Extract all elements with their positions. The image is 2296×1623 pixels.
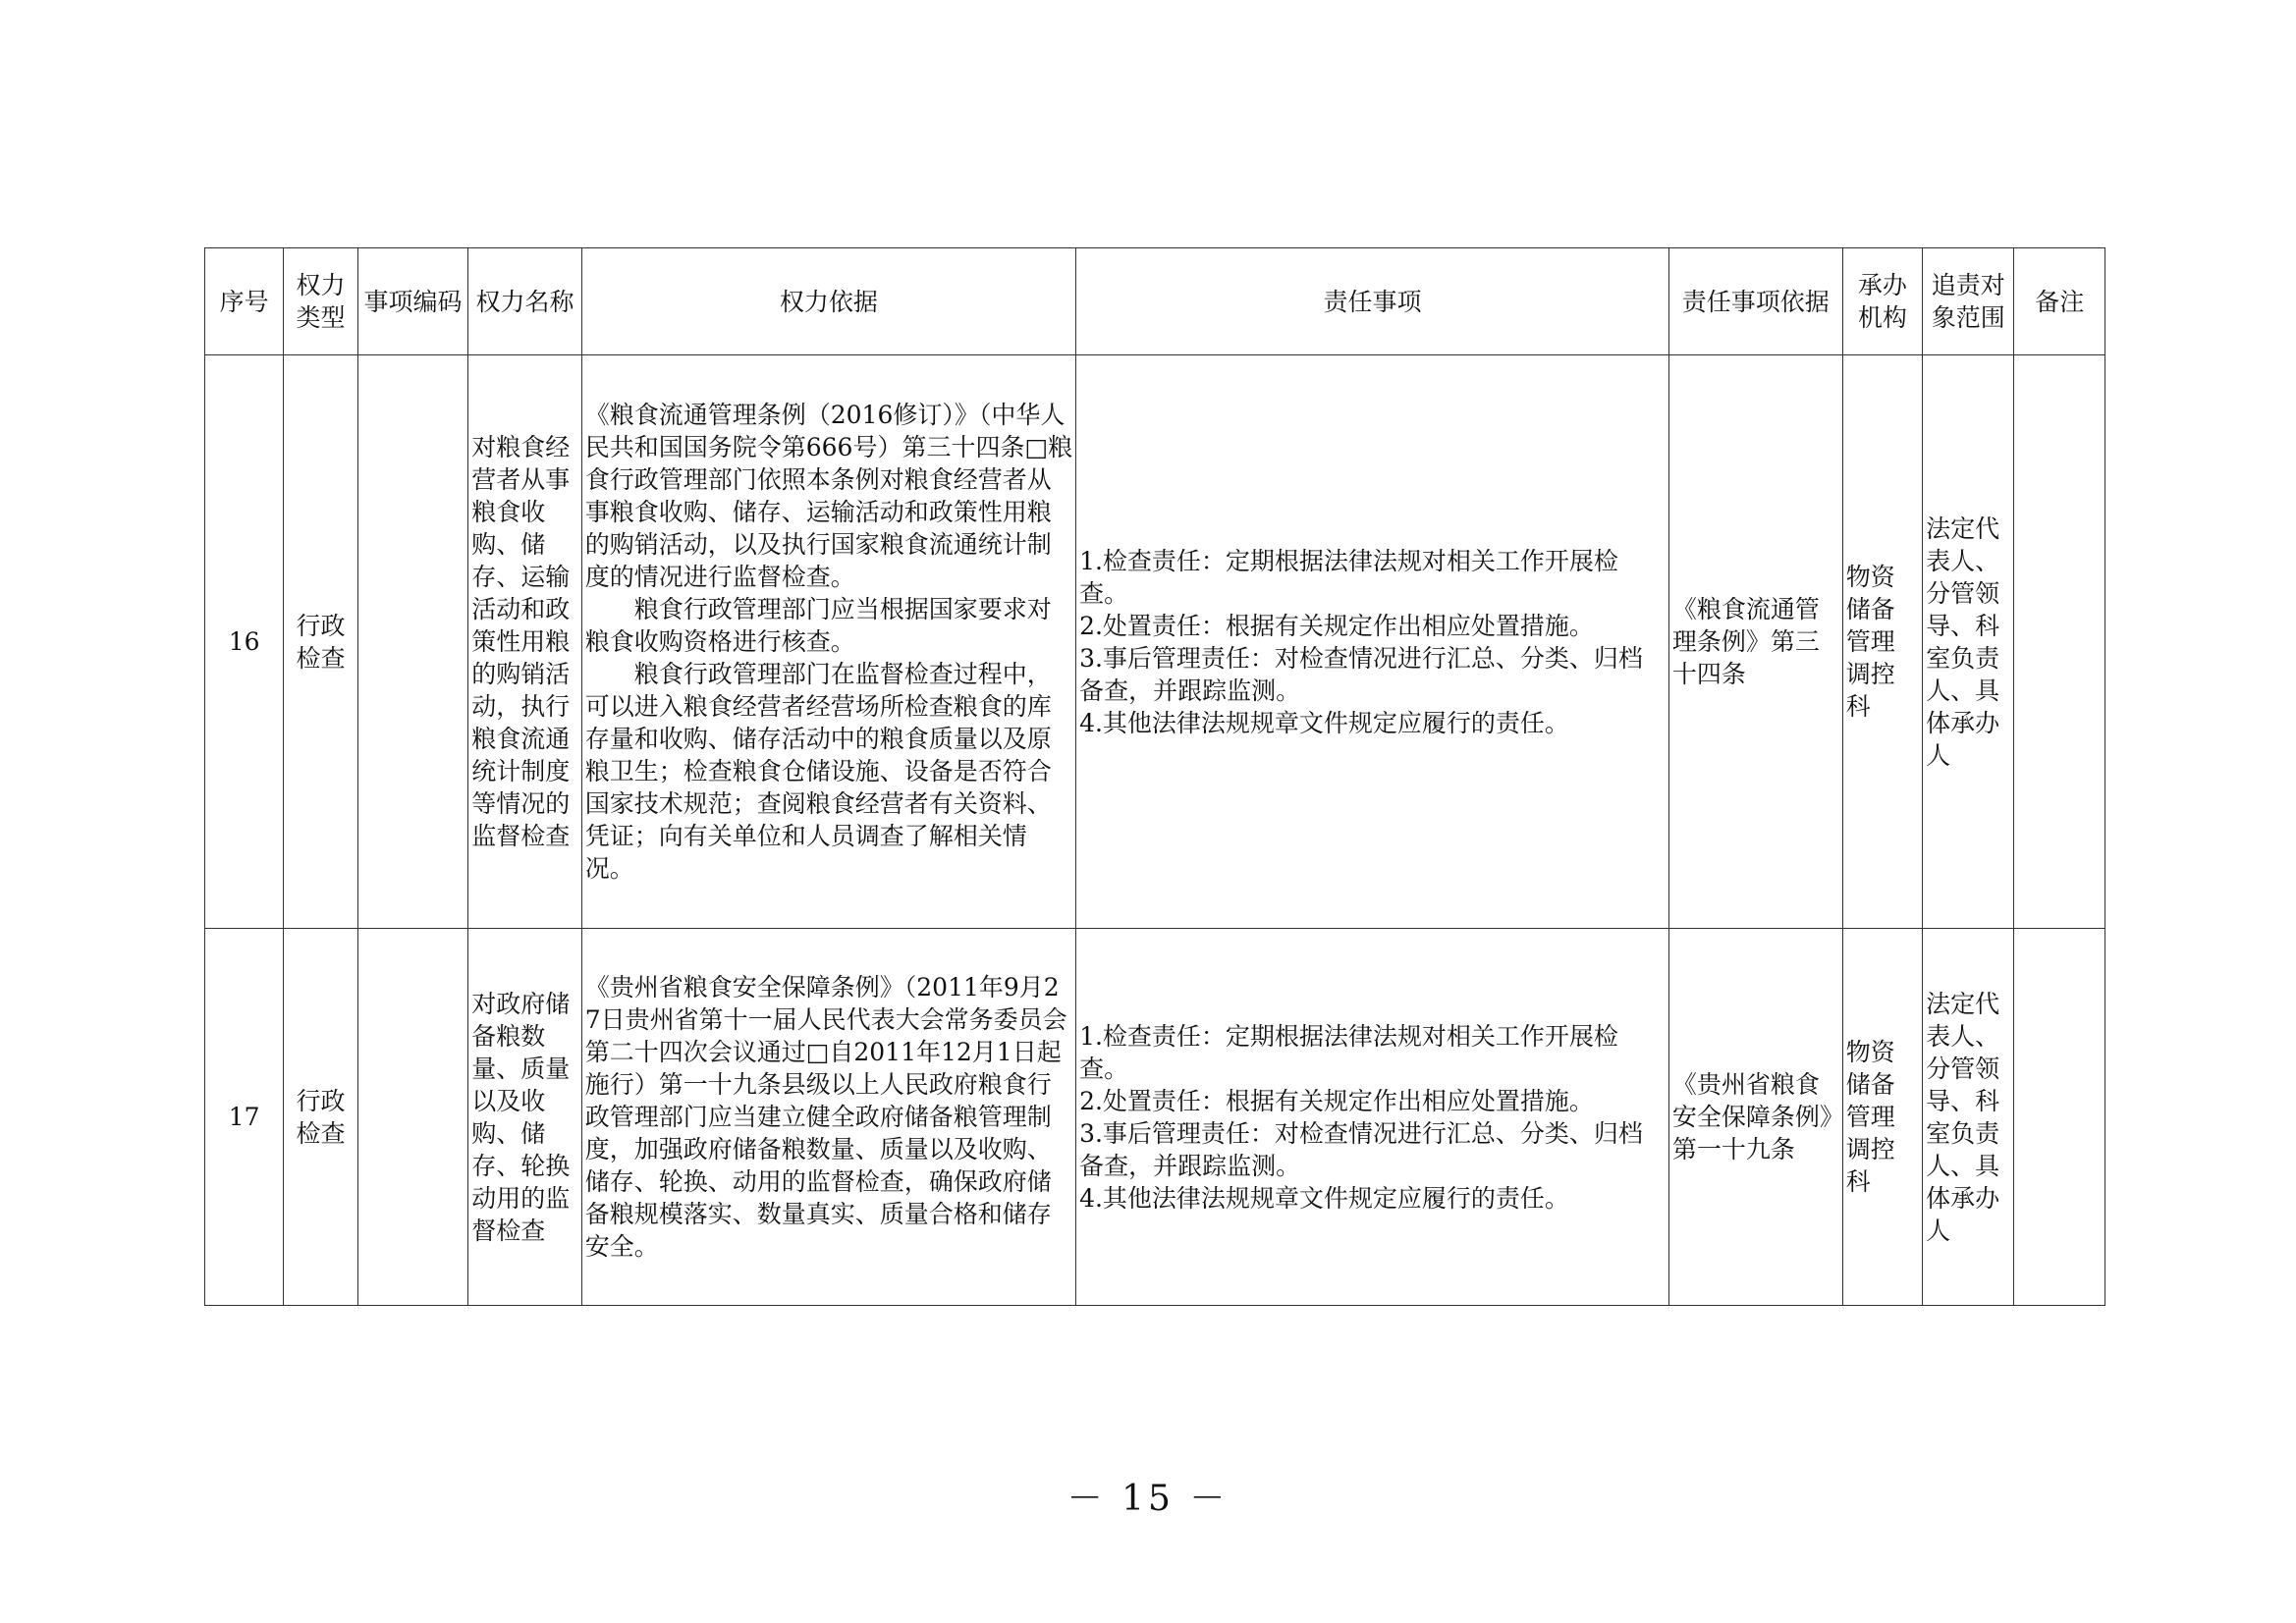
header-duty: 责任事项 (1076, 248, 1669, 355)
basis-paragraph: 《贵州省粮食安全保障条例》（2011年9月27日贵州省第十一届人民代表大会常务委员会第二十四次会议通过□自2011年12月1日起施行）第一十九条县级以上人民政府粮食行政管理部门应当建立健全政府储备粮管理制度，加强政府储备粮数量、质量以及收购、储存、轮换、动用的监督检查，确保政府储备粮规模落实、数量真实、质量合格和储存安全。 (584, 973, 1067, 1261)
cell-basis (581, 355, 1075, 929)
cell-scope: 法定代表人、分管领导、科室负责人、具体承办人 (1923, 355, 2014, 929)
duty-item: 3.事后管理责任：对检查情况进行汇总、分类、归档备查，并跟踪监测。 (1079, 643, 1643, 705)
duty-item: 2.处置责任：根据有关规定作出相应处置措施。 (1079, 611, 1594, 640)
duty-item: 1.检查责任：定期根据法律法规对相关工作开展检查。 (1079, 1021, 1618, 1083)
header-seq: 序号 (205, 248, 284, 355)
cell-type: 行政检查 (284, 355, 357, 929)
cell-org: 物资储备管理调控科 (1842, 355, 1922, 929)
duty-item: 3.事后管理责任：对检查情况进行汇总、分类、归档备查，并跟踪监测。 (1079, 1118, 1643, 1180)
basis-paragraph: 粮食行政管理部门在监督检查过程中，可以进入粮食经营者经营场所检查粮食的库存量和收购、储存活动中的粮食质量以及原粮卫生；检查粮食仓储设施、设备是否符合国家技术规范；查阅粮食经营者有关资料、凭证；向有关单位和人员调查了解相关情况。 (584, 660, 1052, 883)
duty-item: 1.检查责任：定期根据法律法规对相关工作开展检查。 (1079, 546, 1618, 608)
duty-item: 4.其他法律法规规章文件规定应履行的责任。 (1079, 1183, 1569, 1213)
duty-item: 4.其他法律法规规章文件规定应履行的责任。 (1079, 708, 1569, 737)
duty-item: 2.处置责任：根据有关规定作出相应处置措施。 (1079, 1086, 1594, 1115)
cell-code (357, 355, 468, 929)
header-row (205, 248, 2105, 355)
cell-remark (2014, 355, 2105, 929)
header-scope: 追责对象范围 (1923, 248, 2014, 355)
table-row (205, 929, 2105, 1306)
cell-remark (2014, 929, 2105, 1306)
cell-seq: 16 (205, 355, 284, 929)
cell-name: 对粮食经营者从事粮食收购、储存、运输活动和政策性用粮的购销活动，执行粮食流通统计制度等情况的监督检查 (468, 355, 582, 929)
basis-paragraph: 《粮食流通管理条例（2016修订）》（中华人民共和国国务院令第666号）第三十四条□粮食行政管理部门依照本条例对粮食经营者从事粮食收购、储存、运输活动和政策性用粮的购销活动，以及执行国家粮食流通统计制度的情况进行监督检查。 (584, 401, 1073, 591)
cell-scope: 法定代表人、分管领导、科室负责人、具体承办人 (1923, 929, 2014, 1306)
cell-code (357, 929, 468, 1306)
cell-name: 对政府储备粮数量、质量以及收购、储存、轮换动用的监督检查 (468, 929, 582, 1306)
cell-basis (581, 929, 1075, 1306)
header-duty-basis: 责任事项依据 (1668, 248, 1842, 355)
cell-duty (1076, 929, 1669, 1306)
cell-duty-basis: 《贵州省粮食安全保障条例》第一十九条 (1668, 929, 1842, 1306)
header-org: 承办机构 (1842, 248, 1922, 355)
cell-duty (1076, 355, 1669, 929)
basis-paragraph: 粮食行政管理部门应当根据国家要求对粮食收购资格进行核查。 (584, 595, 1052, 656)
header-code: 事项编码 (357, 248, 468, 355)
cell-duty-basis: 《粮食流通管理条例》第三十四条 (1668, 355, 1842, 929)
power-list-table (204, 247, 2105, 1306)
cell-seq: 17 (205, 929, 284, 1306)
header-type: 权力类型 (284, 248, 357, 355)
page-number: － 15 － (1066, 1479, 1230, 1519)
table-row (205, 355, 2105, 929)
header-remark: 备注 (2014, 248, 2105, 355)
header-basis: 权力依据 (581, 248, 1075, 355)
cell-type: 行政检查 (284, 929, 357, 1306)
header-name: 权力名称 (468, 248, 582, 355)
cell-org: 物资储备管理调控科 (1842, 929, 1922, 1306)
